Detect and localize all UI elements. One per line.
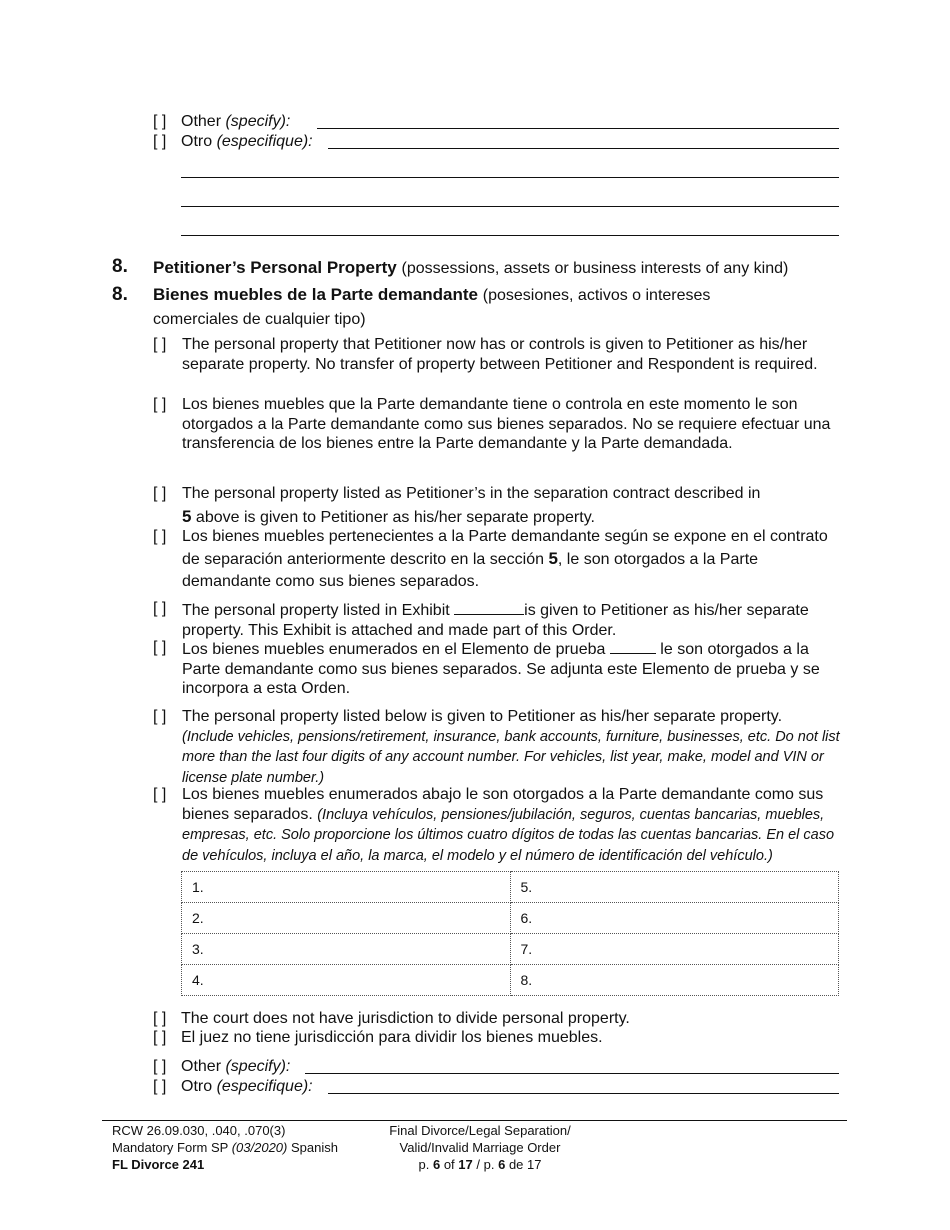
section-number-es: 8. [112,284,128,305]
table-cell[interactable]: 6. [510,903,839,934]
table-cell[interactable]: 7. [510,934,839,965]
checkbox[interactable]: [ ] [153,485,167,502]
table-row [182,965,839,996]
section-title-en: Petitioner’s Personal Property (possessions, assets or business interests of any kind) [153,258,789,277]
option-3-es: [ ] Los bienes muebles enumerados en el Elemento de prueba le son otorgados a la Parte demandante como sus bienes separados. Se adjunta este Elemento de prueba y se incorpora a esta Orden. [153,639,820,697]
top-other-en-field[interactable] [317,128,839,129]
checkbox[interactable]: [ ] [153,600,167,617]
table-cell[interactable]: 4. [182,965,511,996]
option-1-es: [ ] Los bienes muebles que la Parte demandante tiene o controla en este momento le son otorgados a la Parte demandante como sus bienes separados. No se requiere efectuar una transferencia de los bienes entre la Parte demandante y la Parte demandada. [153,396,831,452]
bottom-other-en-field[interactable] [305,1073,839,1074]
checkbox[interactable]: [ ] [153,1010,167,1027]
footer-divider [102,1120,847,1121]
option-3-en: [ ] The personal property listed in Exhibit is given to Petitioner as his/her separate property. This Exhibit is attached and made part of this Order. [153,600,809,639]
option-2-en: [ ] The personal property listed as Petitioner’s in the separation contract described in 5 above is given to Petitioner as his/her separate property. [153,482,843,529]
option-4-es: [ ] Los bienes muebles enumerados abajo le son otorgados a la Parte demandante como sus bienes separados. (Incluya vehículos, pensiones/jubilación, seguros, cuentas bancarias, muebles, empresas, etc. Solo proporcione los últimos cuatro dígitos de todas las cuentas bancarias. En el caso de vehículos, incluya el año, la marca, el modelo y el número de identificación del vehículo.) [153,786,835,864]
footer-title-1: Final Divorce/Legal Separation/ [389,1123,571,1138]
table-row [182,903,839,934]
top-other-extra-line-3[interactable] [181,235,839,236]
checkbox[interactable]: [ ] [153,1058,167,1075]
option-2-es: [ ] Los bienes muebles pertenecientes a la Parte demandante según se expone en el contrato de separación anteriormente descrito en la sección 5, le son otorgados a la Parte demandante como sus bienes separados. [153,528,828,590]
footer-rcw: RCW 26.09.030, .040, .070(3) [112,1123,286,1138]
top-other-en-row: [ ] Other (specify): [153,113,291,130]
checkbox[interactable]: [ ] [153,528,167,545]
table-row [182,872,839,903]
footer-page-number: p. 6 of 17 / p. 6 de 17 [418,1157,542,1172]
footer-left [112,1122,338,1173]
table-cell[interactable]: 1. [182,872,511,903]
option-1-en: [ ] The personal property that Petitioner now has or controls is given to Petitioner as his/her separate property. No transfer of property between Petitioner and Respondent is required. [153,336,818,373]
top-other-es-row: [ ] Otro (especifique): [153,133,313,150]
table-cell[interactable]: 2. [182,903,511,934]
table-cell[interactable]: 8. [510,965,839,996]
checkbox[interactable]: [ ] [153,113,167,130]
checkbox[interactable]: [ ] [153,133,167,150]
bottom-other-es-field[interactable] [328,1093,839,1094]
checkbox[interactable]: [ ] [153,396,167,413]
table-row [182,934,839,965]
checkbox[interactable]: [ ] [153,1078,167,1095]
table-cell[interactable]: 3. [182,934,511,965]
footer-form-id: FL Divorce 241 [112,1157,205,1172]
option-4-en: [ ] The personal property listed below is given to Petitioner as his/her separate property. (Include vehicles, pensions/retirement, insurance, bank accounts, furniture, businesses, etc. Do not list more than the last four digits of any account number. For vehicles, list year, make, model and VIN or license plate number.) [153,708,840,786]
top-other-extra-line-2[interactable] [181,206,839,207]
section-number: 8. [112,256,128,277]
checkbox[interactable]: [ ] [153,639,167,656]
footer-form: Mandatory Form SP (03/2020) Spanish [112,1140,338,1155]
footer-title-2: Valid/Invalid Marriage Order [399,1140,561,1155]
option-5-es: [ ] El juez no tiene jurisdicción para dividir los bienes muebles. [153,1029,603,1046]
checkbox[interactable]: [ ] [153,1029,167,1046]
table-cell[interactable]: 5. [510,872,839,903]
top-other-es-field[interactable] [328,148,839,149]
checkbox[interactable]: [ ] [153,786,167,803]
top-other-extra-line-1[interactable] [181,177,839,178]
option-5-en: [ ] The court does not have jurisdiction to divide personal property. [153,1010,630,1027]
bottom-other-es-row: [ ] Otro (especifique): [153,1078,313,1095]
checkbox[interactable]: [ ] [153,336,167,353]
exhibit-field[interactable] [454,599,524,615]
bottom-other-en-row: [ ] Other (specify): [153,1058,291,1075]
footer-center [370,1122,590,1173]
property-table [181,871,839,996]
elemento-prueba-field[interactable] [610,638,656,654]
section-title-es: Bienes muebles de la Parte demandante (posesiones, activos o intereses comerciales de cualquier tipo) [153,285,711,328]
checkbox[interactable]: [ ] [153,708,167,725]
